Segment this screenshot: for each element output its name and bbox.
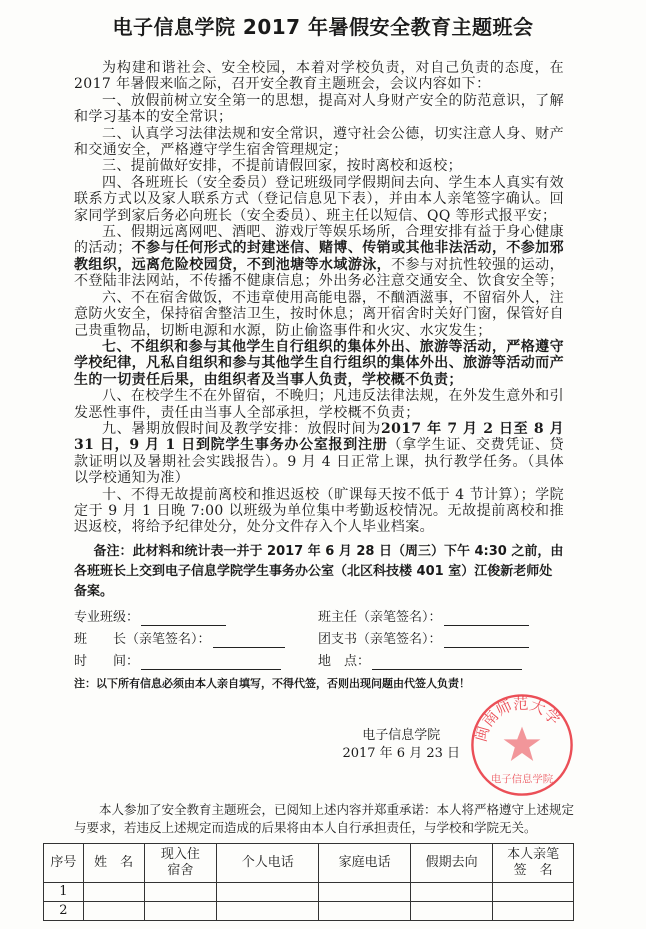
paragraph — [74, 158, 564, 174]
signature-block — [342, 727, 460, 763]
table-row — [44, 882, 574, 901]
fillable-cell[interactable] — [217, 901, 319, 920]
column-header: 姓 名 — [83, 843, 144, 882]
column-header: 个人电话 — [217, 843, 319, 882]
submission-note: 备注：此材料和统计表一并于 2017 年 6 月 28 日（周三）下午 4:30 之前，由各班班长上交到电子信息学院学生事务办公室（北区科技楼 401 室）江俊新老师处备案。 — [74, 543, 564, 599]
field-label: 团支书（亲笔签名）： — [318, 631, 442, 647]
paragraph-text: 二、认真学习法律法规和安全常识，遵守社会公德，切实注意人身、财产和交通安全，严格遵守学生宿舍管理规定； — [74, 125, 564, 159]
paragraph-text: 十、不得无故提前离校和推迟返校（旷课每天按不低于 4 节计算）；学院定于 9 月 1 日晚 7:00 以班级为单位集中考勤返校情况。无故提前离校和推迟返校，将给予纪律处分，处分文件存入个人毕业档案。 — [74, 486, 564, 536]
emphasized-text: 七、不组织和参与其他学生自行组织的集体外出、旅游等活动，严格遵守学校纪律，凡私自组织和参与其他学生自行组织的集体外出、旅游等活动而产生的一切责任后果，由组织者及当事人负责，学校概不负责； — [74, 338, 564, 388]
fillable-cell[interactable] — [83, 882, 144, 901]
column-header: 家庭电话 — [319, 843, 410, 882]
field-label: 时 间： — [74, 653, 140, 669]
fillable-cell[interactable] — [217, 882, 319, 901]
fillable-cell[interactable] — [410, 882, 492, 901]
field-label: 地 点： — [318, 653, 371, 669]
field-label: 班主任（亲笔签名）： — [318, 609, 442, 625]
fillable-cell[interactable] — [410, 901, 492, 920]
svg-text:闽南师范大学: 闽南师范大学 — [471, 694, 564, 744]
emphasized-text: 不参与任何形式的封建迷信、赌博、传销或其他非法活动，不参加邪教组织，远离危险校园贷，不到池塘等水域游泳， — [74, 240, 564, 273]
column-header: 假期去向 — [410, 843, 492, 882]
input-line[interactable] — [444, 611, 529, 626]
field-league-secretary[interactable] — [318, 632, 568, 648]
paragraph — [74, 93, 564, 126]
paragraph — [74, 421, 564, 487]
row-number-cell: 1 — [44, 882, 84, 901]
paragraph-text: 九、暑期放假时间及教学安排：放假时间为 — [102, 420, 381, 437]
input-line[interactable] — [444, 633, 529, 648]
field-location[interactable] — [318, 654, 568, 670]
field-label: 班 长（亲笔签名）： — [74, 631, 211, 647]
table-row — [44, 901, 574, 920]
paragraph — [74, 339, 564, 388]
fillable-cell[interactable] — [493, 882, 574, 901]
paragraph-text: （拿学生证、交费凭证、贷款证明以及暑期社会实践报告）。9 月 4 日正常上课，执行教学任务。（具体以学校通知为准） — [74, 437, 564, 487]
paragraph-text: 六、不在宿舍做饭，不违章使用高能电器，不酗酒滋事，不留宿外人，注意防火安全，保持宿舍整洁卫生，按时休息；离开宿舍时关好门窗，保管好自己贵重物品，切断电源和水源，防止偷盗事件和火灾、水灾发生； — [74, 289, 564, 339]
fillable-cell[interactable] — [319, 901, 410, 920]
warning-note: 注：以下所有信息必须由本人亲自填写，不得代签，否则出现问题由代签人负责！ — [74, 676, 470, 690]
paragraph — [74, 224, 564, 290]
field-label: 专业班级： — [74, 609, 140, 625]
paragraph — [74, 60, 564, 93]
paragraph-text: 八、在校学生不在外留宿，不晚归；凡违反法律法规，在外发生意外和引发恶性事件，责任由当事人全部承担，学校概不负责； — [74, 388, 564, 421]
paragraph — [74, 175, 564, 224]
table-header-row — [44, 843, 574, 882]
field-time[interactable] — [74, 654, 318, 670]
commitment-statement: 本人参加了安全教育主题班会，已阅知上述内容并郑重承诺：本人将严格遵守上述规定与要求，若违反上述规定而造成的后果将由本人自行承担责任，与学校和学院无关。 — [74, 801, 575, 835]
document-title: 电子信息学院 2017 年暑假安全教育主题班会 — [112, 15, 534, 39]
fillable-cell[interactable] — [493, 901, 574, 920]
field-major-class[interactable] — [74, 610, 318, 626]
fillable-cell[interactable] — [319, 882, 410, 901]
signature-date: 2017 年 6 月 23 日 — [342, 745, 460, 761]
signature-row — [74, 693, 574, 797]
paragraph — [74, 290, 564, 339]
fillable-cell[interactable] — [144, 882, 217, 901]
input-line[interactable] — [372, 655, 522, 670]
paragraph-text: 五、假期远离网吧、酒吧、游戏厅等娱乐场所，合理安排有益于身心健康的活动； — [74, 224, 564, 257]
fillable-cell[interactable] — [83, 901, 144, 920]
official-stamp — [470, 693, 574, 797]
emphasized-text: 2017 年 7 月 2 日至 8 月 31 日，9 月 1 日到院学生事务办公室报到注册 — [74, 420, 565, 454]
field-head-teacher[interactable] — [318, 610, 568, 626]
student-info-table — [43, 843, 574, 921]
paragraph-text: 为构建和谐社会、安全校园，本着对学校负责，对自己负责的态度，在 2017 年暑假来临之际，召开安全教育主题班会，会议内容如下： — [74, 60, 564, 93]
column-header: 本人亲笔 签 名 — [493, 843, 574, 882]
paragraph — [74, 388, 564, 421]
row-number-cell: 2 — [44, 901, 84, 920]
column-header: 现入住 宿舍 — [144, 843, 217, 882]
input-line[interactable] — [213, 633, 285, 648]
field-monitor[interactable] — [74, 632, 318, 648]
column-header: 序号 — [44, 843, 84, 882]
input-line[interactable] — [141, 611, 226, 626]
fillable-cell[interactable] — [144, 901, 217, 920]
paragraph-text: 一、放假前树立安全第一的思想，提高对人身财产安全的防范意识，了解和学习基本的安全常识； — [74, 92, 564, 126]
paragraph-text: 不参与对抗性较强的运动，不登陆非法网站，不传播不健康信息；外出务必注意交通安全、饮食安全等； — [74, 256, 564, 290]
signature-org: 电子信息学院 — [362, 727, 441, 743]
input-line[interactable] — [141, 655, 281, 670]
svg-text:电子信息学院: 电子信息学院 — [490, 773, 554, 786]
paragraph — [74, 126, 564, 159]
paragraph — [74, 487, 564, 536]
document-body — [74, 60, 564, 536]
signature-form — [74, 610, 574, 670]
paragraph-text: 四、各班班长（安全委员）登记班级同学假期间去向、学生本人真实有效联系方式以及家人联系方式（登记信息见下表），并由本人亲笔签字确认。回家同学到家后务必向班长（安全委员）、班主任以短信、QQ 等形式报平安； — [74, 174, 564, 224]
paragraph-text: 三、提前做好安排，不提前请假回家，按时离校和返校； — [102, 158, 462, 175]
